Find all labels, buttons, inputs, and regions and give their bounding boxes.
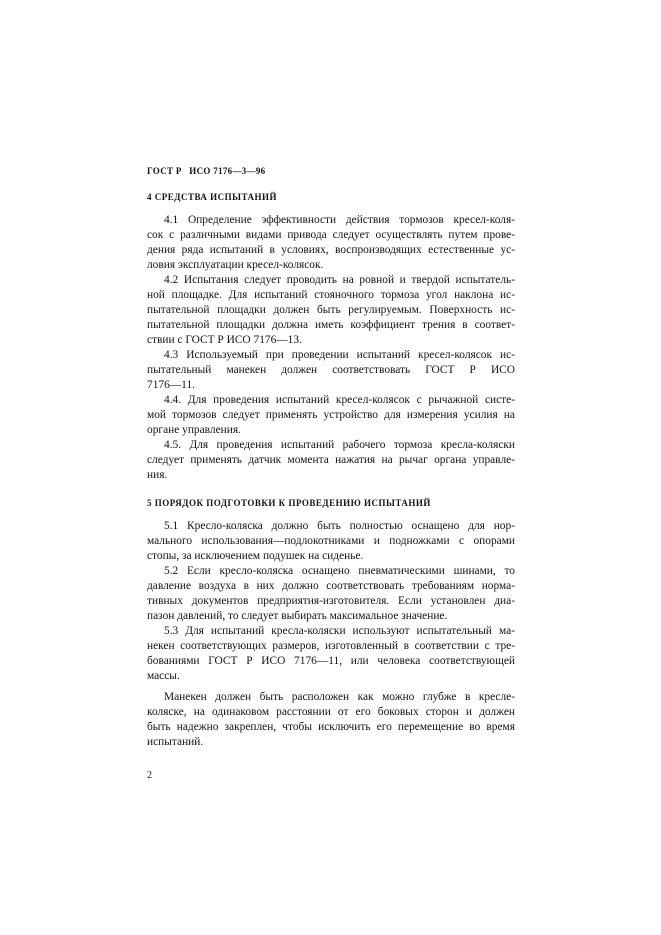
paragraph-line: Манекен должен быть расположен как можно глубже в кресле- <box>164 691 515 703</box>
paragraph-line: стопы, за исключением подушек на сиденье. <box>147 550 364 562</box>
page-number: 2 <box>147 770 152 781</box>
paragraph-line: некен соответствующих размеров, изготовленный в соответствии с тре- <box>147 640 515 652</box>
paragraph-line: пазон давлений, то следует выбирать максимальное значение. <box>147 610 448 622</box>
paragraph-line: пытательный манекен должен соответствовать ГОСТ Р ИСО <box>147 364 515 376</box>
paragraph-line: пытательной площадки должна иметь коэффициент трения в соответ- <box>147 319 515 331</box>
paragraph-line: 5.1 Кресло-коляска должно быть полностью оснащено для нор- <box>164 520 515 532</box>
paragraph-line: бованиями ГОСТ Р ИСО 7176—11, или человека соответствующей <box>147 655 515 667</box>
document-header-code: ГОСТ Р ИСО 7176—3—96 <box>147 166 266 176</box>
paragraph-line: 5.3 Для испытаний кресла-коляски используют испытательный ма- <box>164 625 515 637</box>
paragraph-line: ния. <box>147 469 168 481</box>
paragraph-line: 4.1 Определение эффективности действия тормозов кресел-коля- <box>164 214 515 226</box>
paragraph-line: 4.5. Для проведения испытаний рабочего тормоза кресла-коляски <box>164 439 515 451</box>
paragraph-line: 4.2 Испытания следует проводить на ровной и твердой испытатель- <box>164 274 515 286</box>
section-4-title: 4 СРЕДСТВА ИСПЫТАНИЙ <box>147 192 278 202</box>
paragraph-line: 5.2 Если кресло-коляска оснащено пневматическими шинами, то <box>164 565 515 577</box>
paragraph-line: испытаний. <box>147 736 204 748</box>
paragraph-line: сок с различными видами привода следует осуществлять путем прове- <box>147 229 515 241</box>
paragraph-line: быть надежно закреплен, чтобы исключить его перемещение во время <box>147 721 515 733</box>
paragraph-line: следует применять датчик момента нажатия на рычаг органа управле- <box>147 454 515 466</box>
paragraph-line: мой тормозов следует применять устройство для измерения усилия на <box>147 409 515 421</box>
paragraph-line: тивных документов предприятия-изготовителя. Если установлен диа- <box>147 595 515 607</box>
paragraph-line: давление воздуха в них должно соответствовать требованиям норма- <box>147 580 515 592</box>
paragraph-line: коляске, на одинаковом расстоянии от его боковых сторон и должен <box>147 706 515 718</box>
paragraph-line: 4.3 Используемый при проведении испытаний кресел-колясок ис- <box>164 349 515 361</box>
paragraph-line: ной площадке. Для испытаний стояночного тормоза угол наклона ис- <box>147 289 515 301</box>
paragraph-line: массы. <box>147 670 180 682</box>
paragraph-line: ствии с ГОСТ Р ИСО 7176—13. <box>147 334 302 346</box>
section-5-title: 5 ПОРЯДОК ПОДГОТОВКИ К ПРОВЕДЕНИЮ ИСПЫТАНИЙ <box>147 498 431 508</box>
paragraph-line: органе управления. <box>147 424 241 436</box>
paragraph-line: пытательной площадки должен быть регулируемым. Поверхность ис- <box>147 304 515 316</box>
paragraph-line: 7176—11. <box>147 379 195 391</box>
paragraph-line: дения ряда испытаний в условиях, воспроизводящих естественные ус- <box>147 244 515 256</box>
paragraph-line: ловия эксплуатации кресел-колясок. <box>147 259 324 271</box>
paragraph-line: 4.4. Для проведения испытаний кресел-колясок с рычажной систе- <box>164 394 515 406</box>
paragraph-line: мального использования—подлокотниками и подножками с опорами <box>147 535 515 547</box>
